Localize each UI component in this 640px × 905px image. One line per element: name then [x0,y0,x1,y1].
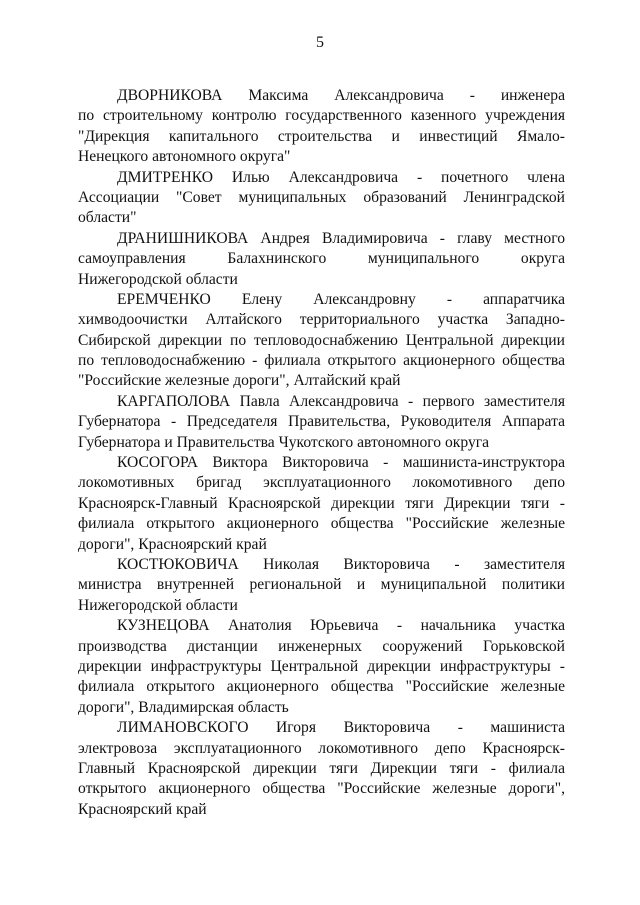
paragraph [78,229,565,290]
text-line: самоуправления Балахнинского муниципального округа [78,250,565,268]
text-line: Нижегородской области [78,270,238,288]
text-line: ДРАНИШНИКОВА Андрея Владимировича - главу местного [117,229,565,247]
text-line: Красноярский край [78,800,207,818]
page-number: 5 [316,34,324,51]
paragraph [78,718,565,820]
paragraph [78,453,565,555]
text-line: производства дистанции инженерных сооружений Горьковской [78,637,565,655]
text-line: министра внутренней региональной и муниципальной политики [78,576,565,594]
text-line: ЛИМАНОВСКОГО Игоря Викторовича - машиниста [117,719,565,737]
text-line: по тепловодоснабжению - филиала открытого акционерного общества [78,352,565,370]
text-line: КУЗНЕЦОВА Анатолия Юрьевича - начальника участка [117,617,565,635]
paragraph [78,86,565,168]
text-line: Красноярск-Главный Красноярской дирекции тяги Дирекции тяги - [78,494,565,512]
text-line: электровоза эксплуатационного локомотивного депо Красноярск- [78,739,565,757]
text-line: "Дирекция капитального строительства и инвестиций Ямало- [78,127,565,145]
text-line: Губернатора и Правительства Чукотского автономного округа [78,433,490,451]
text-line: Сибирской дирекции по тепловодоснабжению Центральной дирекции [78,331,565,349]
paragraph [78,392,565,453]
text-line: Нижегородской области [78,596,238,614]
text-line: КОСТЮКОВИЧА Николая Викторовича - заместителя [117,555,565,573]
text-line: дирекции инфраструктуры Центральной дирекции инфраструктуры - [78,657,565,675]
text-line: области" [78,209,137,227]
text-line: химводоочистки Алтайского территориального участка Западно- [78,311,565,329]
text-line: КОСОГОРА Виктора Викторовича - машиниста-инструктора [117,454,565,472]
text-line: Главный Красноярской дирекции тяги Дирекции тяги - филиала [78,759,565,777]
text-line: филиала открытого акционерного общества "Российские железные [78,678,565,696]
paragraph [78,290,565,392]
text-line: ДВОРНИКОВА Максима Александровича - инженера [117,87,565,104]
text-line: филиала открытого акционерного общества "Российские железные [78,515,565,533]
text-line: дороги", Владимирская область [78,698,289,716]
text-line: ЕРЕМЧЕНКО Елену Александровну - аппаратчика [117,290,565,308]
text-line: дороги", Красноярский край [78,535,267,553]
text-line: открытого акционерного общества "Российские железные дороги", [78,780,565,798]
text-line: ДМИТРЕНКО Илью Александровича - почетного члена [117,168,565,186]
paragraph [78,616,565,718]
paragraph [78,168,565,229]
text-line: локомотивных бригад эксплуатационного локомотивного депо [78,474,565,492]
text-line: Ассоциации "Совет муниципальных образований Ленинградской [78,188,565,206]
text-line: "Российские железные дороги", Алтайский край [78,372,401,390]
text-line: Губернатора - Председателя Правительства, Руководителя Аппарата [78,413,565,431]
paragraph [78,555,565,616]
text-line: Ненецкого автономного округа" [78,148,291,166]
document-body [78,86,565,820]
text-line: по строительному контролю государственного казенного учреждения [78,107,565,125]
text-line: КАРГАПОЛОВА Павла Александровича - первого заместителя [117,392,565,410]
